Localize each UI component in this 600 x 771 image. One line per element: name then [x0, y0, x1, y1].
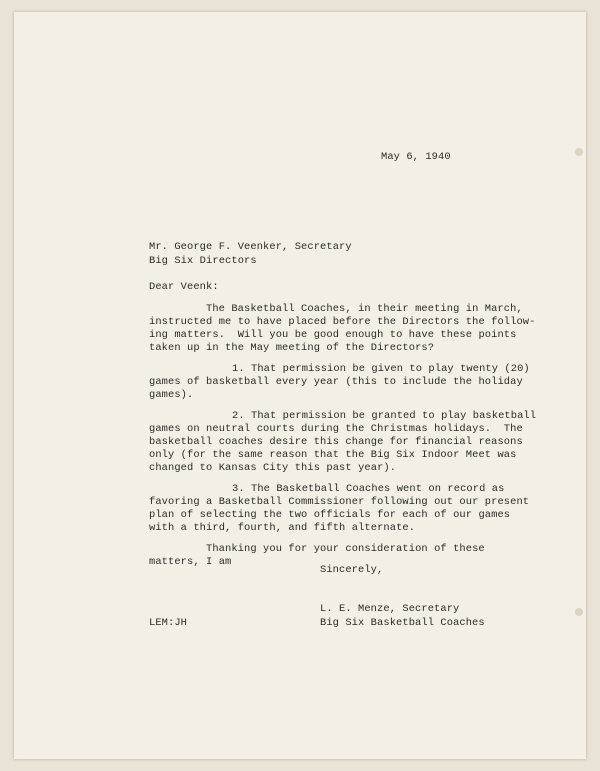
signer-title: Big Six Basketball Coaches — [320, 617, 485, 629]
point3-line: plan of selecting the two officials for each of our games — [149, 509, 511, 521]
complimentary-close: Sincerely, — [320, 564, 384, 576]
closing-line: Thanking you for your consideration of these — [206, 543, 485, 555]
typist-initials: LEM:JH — [149, 617, 188, 629]
point3-line: favoring a Basketball Commissioner following out our present — [149, 496, 530, 508]
intro-line: ing matters. Will you be good enough to have these points — [149, 329, 517, 341]
letter-date: May 6, 1940 — [381, 151, 451, 163]
recipient-name: Mr. George F. Veenker, Secretary — [149, 241, 352, 253]
signer-name: L. E. Menze, Secretary — [320, 603, 460, 615]
point1-line: games). — [149, 389, 194, 401]
intro-line: taken up in the May meeting of the Directors? — [149, 342, 435, 354]
point2-line: only (for the same reason that the Big Six Indoor Meet was — [149, 449, 517, 461]
intro-line: instructed me to have placed before the Directors the follow- — [149, 316, 536, 328]
recipient-title: Big Six Directors — [149, 255, 257, 267]
punch-hole — [575, 608, 583, 616]
point3-line: 3. The Basketball Coaches went on record as — [232, 483, 505, 495]
point2-line: games on neutral courts during the Christmas holidays. The — [149, 423, 523, 435]
point2-line: changed to Kansas City this past year). — [149, 462, 397, 474]
point1-line: games of basketball every year (this to include the holiday — [149, 376, 523, 388]
point2-line: basketball coaches desire this change for financial reasons — [149, 436, 523, 448]
point2-line: 2. That permission be granted to play basketball — [232, 410, 537, 422]
closing-line: matters, I am — [149, 556, 232, 568]
punch-hole — [575, 148, 583, 156]
intro-line: The Basketball Coaches, in their meeting in March, — [206, 303, 523, 315]
point3-line: with a third, fourth, and fifth alternate. — [149, 522, 416, 534]
salutation: Dear Veenk: — [149, 281, 219, 293]
point1-line: 1. That permission be given to play twenty (20) — [232, 363, 530, 375]
